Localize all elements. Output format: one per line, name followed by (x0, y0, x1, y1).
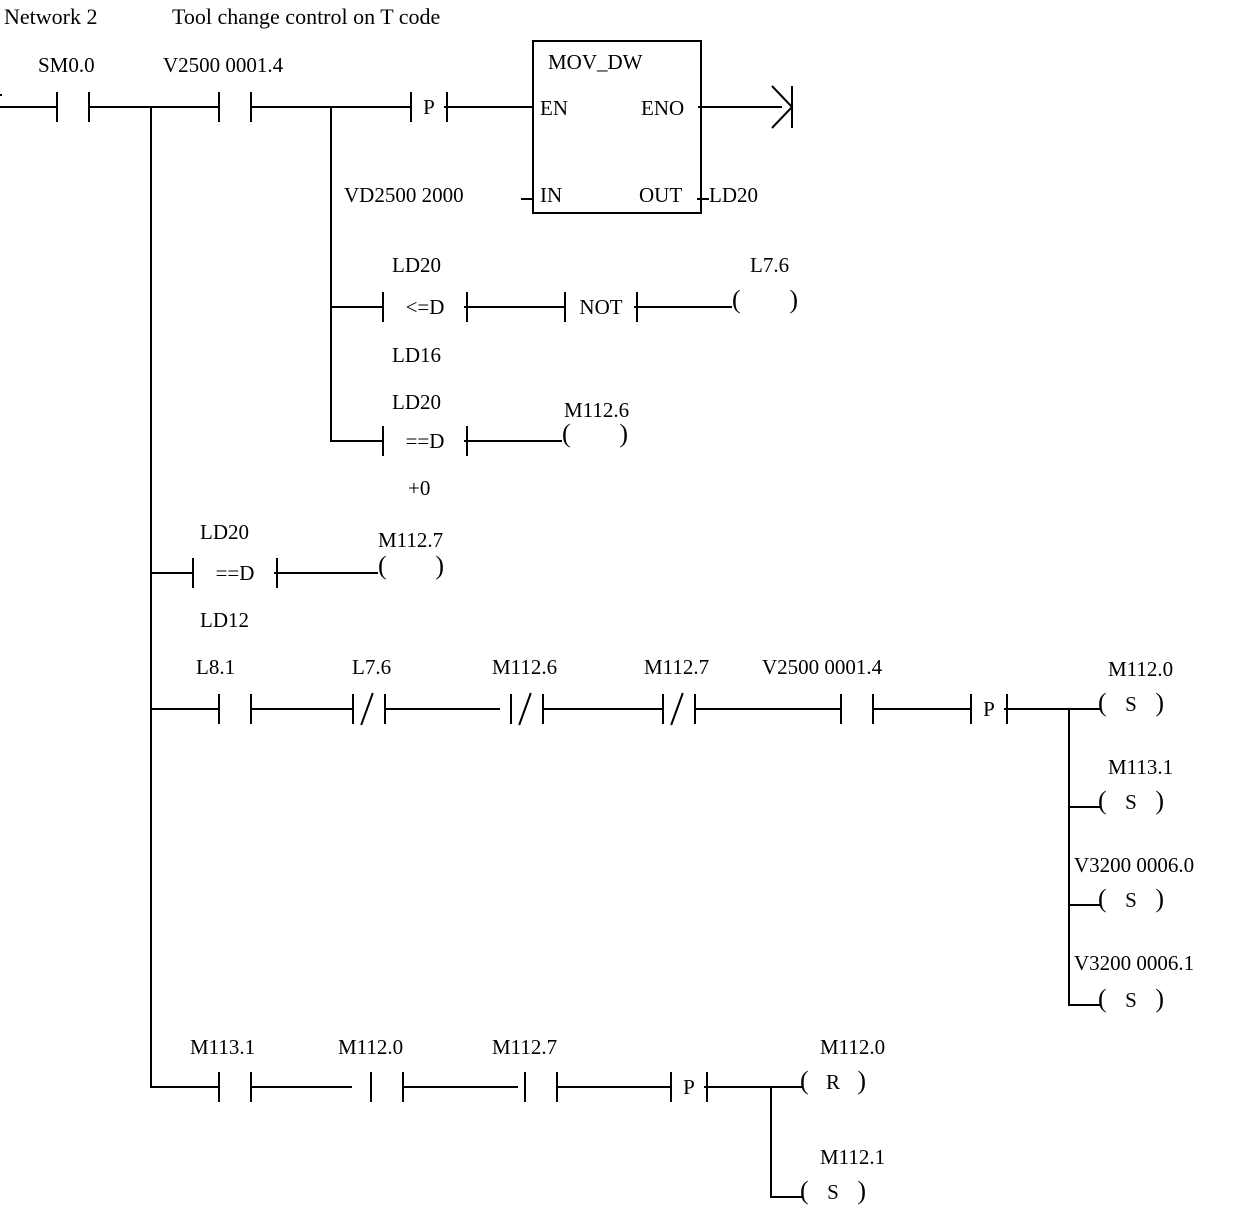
contact-label-v2500-0001-4: V2500 0001.4 (163, 53, 284, 77)
cmp3-top-operand: LD20 (200, 520, 249, 544)
compare-le-d[interactable]: <=D (382, 292, 468, 322)
contact-m112-7[interactable] (662, 694, 696, 724)
rung1-end-arrow (770, 84, 806, 130)
coil-type-s5: S (827, 1180, 839, 1204)
coil-m112-0-set[interactable]: ( S ) (1098, 688, 1164, 717)
compare-eq-d-2[interactable]: ==D (192, 558, 278, 588)
contact-label-m112-0: M112.0 (338, 1035, 404, 1059)
contact-v2500-0001-4[interactable] (218, 92, 252, 122)
edge-p-rung1[interactable]: P (410, 92, 448, 122)
coil-label-m112-0-reset: M112.0 (820, 1035, 886, 1059)
mov-dw-en: EN (540, 96, 568, 120)
mov-dw-eno: ENO (641, 96, 685, 120)
coil-m112-0-reset[interactable]: ( R ) (800, 1066, 866, 1095)
contact-m112-6[interactable] (510, 694, 544, 724)
contact-label-v2500-0001-4b: V2500 0001.4 (762, 655, 883, 679)
coil-label-m112-1-set: M112.1 (820, 1145, 886, 1169)
contact-label-m113-1: M113.1 (190, 1035, 256, 1059)
not-block[interactable]: NOT (564, 292, 638, 322)
coil-label-m112-6: M112.6 (564, 398, 630, 422)
coil-type-s3: S (1125, 888, 1137, 912)
contact-m113-1[interactable] (218, 1072, 252, 1102)
coil-label-v3200-0006-1: V3200 0006.1 (1074, 951, 1195, 975)
coil-label-m112-0-set: M112.0 (1108, 657, 1174, 681)
coil-type-r1: R (825, 1070, 840, 1094)
coil-m112-6[interactable]: ( ) (562, 419, 628, 448)
contact-label-m112-7b: M112.7 (492, 1035, 558, 1059)
coil-m112-7[interactable]: ( ) (378, 551, 444, 580)
coil-m113-1-set[interactable]: ( S ) (1098, 786, 1164, 815)
contact-l8-1[interactable] (218, 694, 252, 724)
coil-type-s4: S (1125, 988, 1137, 1012)
coil-label-m112-7b: M112.7 (378, 528, 444, 552)
cmp2-top-operand: LD20 (392, 390, 441, 414)
mov-dw-in: IN (540, 183, 563, 207)
mov-dw-title: MOV_DW (548, 50, 643, 74)
contact-sm0-0[interactable] (56, 92, 90, 122)
coil-type-s2: S (1125, 790, 1137, 814)
cmp1-top-operand: LD20 (392, 253, 441, 277)
cmp2-bottom-operand: +0 (408, 476, 431, 500)
contact-label-m112-6: M112.6 (492, 655, 558, 679)
cmp3-bottom-operand: LD12 (200, 608, 249, 632)
coil-label-v3200-0006-0: V3200 0006.0 (1074, 853, 1195, 877)
coil-v3200-0006-1[interactable]: ( S ) (1098, 984, 1164, 1013)
contact-label-m112-7: M112.7 (644, 655, 710, 679)
coil-v3200-0006-0[interactable]: ( S ) (1098, 884, 1164, 913)
network-id: Network 2 (4, 4, 98, 29)
coil-label-m113-1-set: M113.1 (1108, 755, 1174, 779)
edge-p-rung5[interactable]: P (970, 694, 1008, 724)
contact-label-l7-6: L7.6 (352, 655, 392, 679)
mov-dw-out-operand: LD20 (709, 183, 758, 207)
coil-m112-1-set[interactable]: ( S ) (800, 1176, 866, 1205)
mov-dw-in-operand: VD2500 2000 (344, 183, 464, 207)
edge-p-rung6[interactable]: P (670, 1072, 708, 1102)
network-comment: Tool change control on T code (172, 4, 441, 29)
contact-label-l8-1: L8.1 (196, 655, 236, 679)
contact-v2500-0001-4b[interactable] (840, 694, 874, 724)
contact-l7-6[interactable] (352, 694, 386, 724)
coil-type-s1: S (1125, 692, 1137, 716)
contact-m112-7b[interactable] (524, 1072, 558, 1102)
cmp1-bottom-operand: LD16 (392, 343, 441, 367)
mov-dw-out: OUT (639, 183, 683, 207)
compare-eq-d-1[interactable]: ==D (382, 426, 468, 456)
coil-l7-6[interactable]: ( ) (732, 285, 798, 314)
contact-m112-0[interactable] (370, 1072, 404, 1102)
contact-label-sm0-0: SM0.0 (38, 53, 95, 77)
coil-label-l7-6: L7.6 (750, 253, 790, 277)
